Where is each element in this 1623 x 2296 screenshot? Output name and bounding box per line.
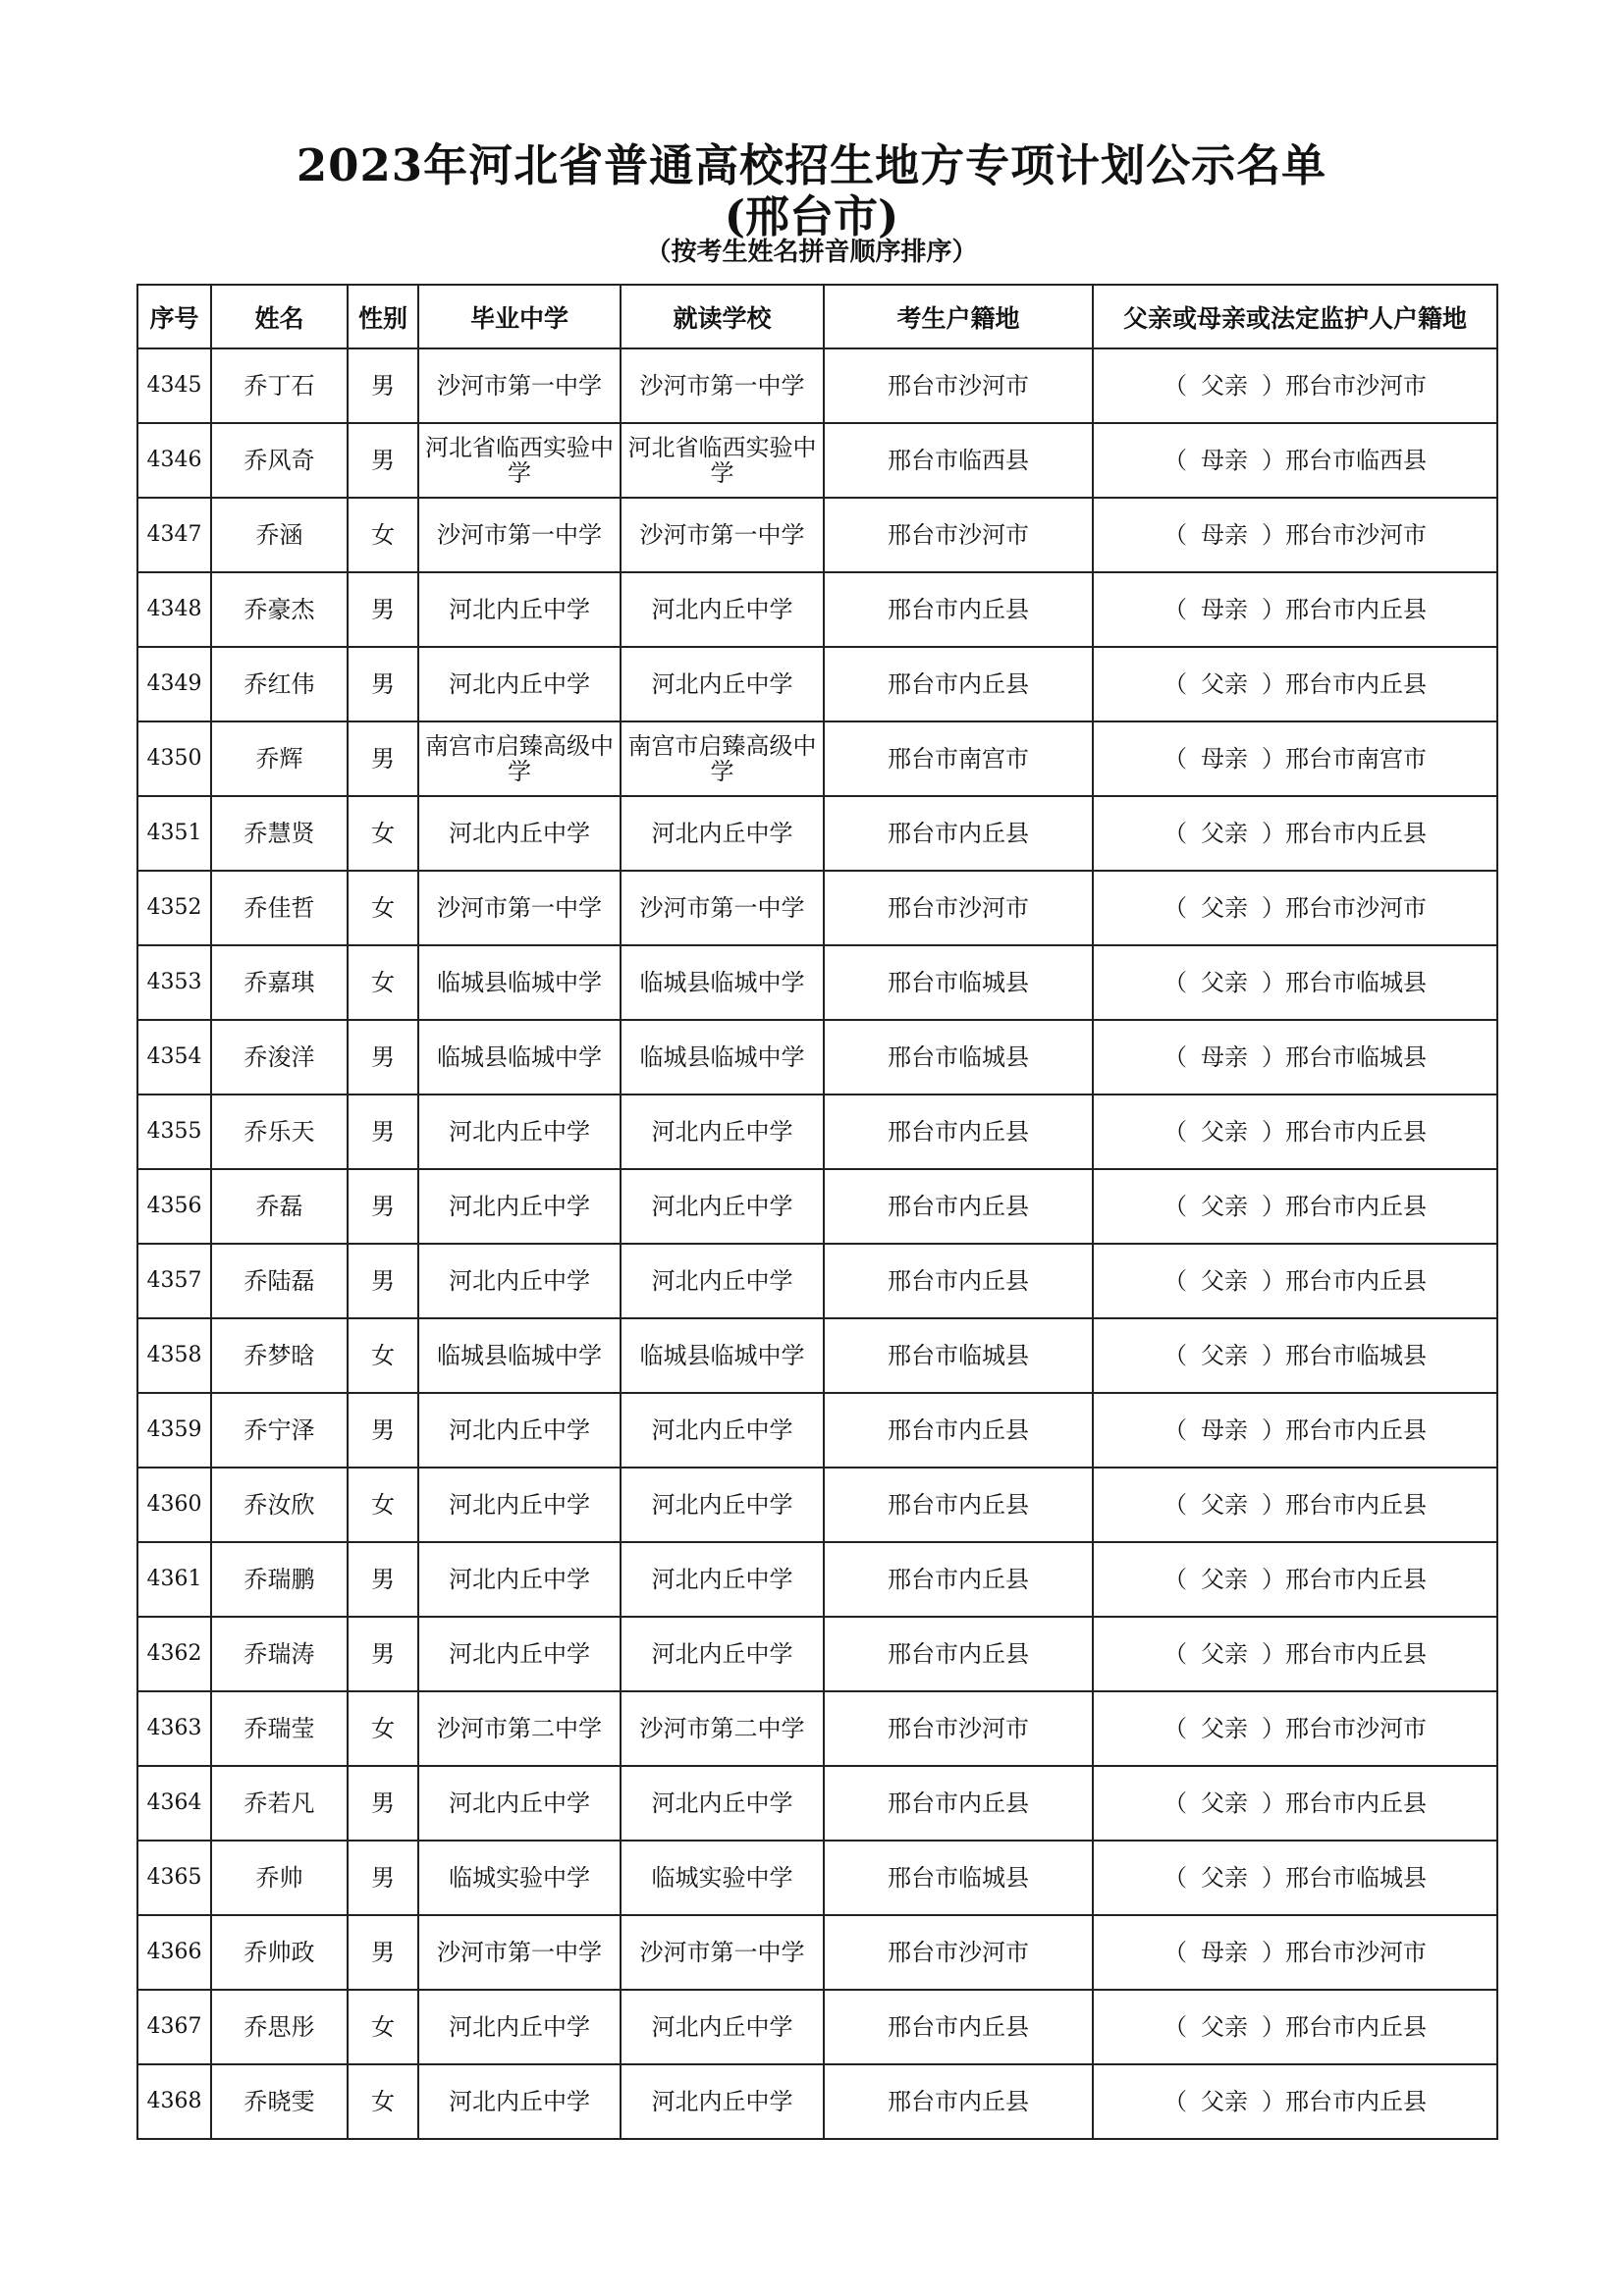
cell-gender: 男 bbox=[348, 423, 418, 498]
cell-parent-place: 邢台市内丘县 bbox=[1285, 1789, 1427, 1817]
cell-seq: 4361 bbox=[137, 1542, 211, 1617]
cell-name: 乔梦晗 bbox=[211, 1318, 348, 1393]
cell-name: 乔帅政 bbox=[211, 1915, 348, 1990]
table-header-row bbox=[137, 285, 1497, 348]
cell-name: 乔乐天 bbox=[211, 1095, 348, 1169]
cell-seq: 4358 bbox=[137, 1318, 211, 1393]
table-row bbox=[137, 1617, 1497, 1691]
cell-gender: 男 bbox=[348, 1169, 418, 1244]
cell-hukou: 邢台市内丘县 bbox=[824, 647, 1093, 721]
cell-parent-place: 邢台市内丘县 bbox=[1285, 1491, 1427, 1519]
cell-relation: 母亲 bbox=[1201, 1939, 1248, 1966]
cell-cur-school: 沙河市第二中学 bbox=[621, 1691, 824, 1766]
cell-gender: 女 bbox=[348, 1468, 418, 1542]
cell-parent-hukou: （ 父亲 ）邢台市沙河市 bbox=[1093, 1691, 1497, 1766]
table-row bbox=[137, 1542, 1497, 1617]
cell-gender: 女 bbox=[348, 945, 418, 1020]
cell-grad-school: 临城县临城中学 bbox=[418, 1318, 621, 1393]
cell-parent-place: 邢台市内丘县 bbox=[1285, 1640, 1427, 1668]
cell-cur-school: 河北省临西实验中学 bbox=[621, 423, 824, 498]
cell-grad-school: 河北内丘中学 bbox=[418, 1990, 621, 2064]
cell-hukou: 邢台市内丘县 bbox=[824, 1095, 1093, 1169]
cell-parent-place: 邢台市沙河市 bbox=[1285, 894, 1427, 922]
cell-name: 乔帅 bbox=[211, 1841, 348, 1915]
cell-grad-school: 河北内丘中学 bbox=[418, 796, 621, 871]
cell-relation: 母亲 bbox=[1201, 745, 1248, 773]
cell-seq: 4345 bbox=[137, 348, 211, 423]
cell-hukou: 邢台市沙河市 bbox=[824, 1915, 1093, 1990]
cell-hukou: 邢台市内丘县 bbox=[824, 1617, 1093, 1691]
cell-seq: 4357 bbox=[137, 1244, 211, 1318]
cell-grad-school: 河北内丘中学 bbox=[418, 1766, 621, 1841]
admission-list-table bbox=[136, 284, 1498, 2140]
cell-cur-school: 河北内丘中学 bbox=[621, 1393, 824, 1468]
table-row bbox=[137, 1468, 1497, 1542]
cell-name: 乔瑞涛 bbox=[211, 1617, 348, 1691]
cell-relation: 父亲 bbox=[1201, 820, 1248, 847]
cell-relation: 父亲 bbox=[1201, 372, 1248, 400]
cell-gender: 女 bbox=[348, 1691, 418, 1766]
table-row bbox=[137, 1691, 1497, 1766]
cell-seq: 4353 bbox=[137, 945, 211, 1020]
cell-grad-school: 河北内丘中学 bbox=[418, 1542, 621, 1617]
cell-seq: 4350 bbox=[137, 721, 211, 796]
cell-cur-school: 河北内丘中学 bbox=[621, 572, 824, 647]
cell-hukou: 邢台市内丘县 bbox=[824, 1169, 1093, 1244]
cell-name: 乔涵 bbox=[211, 498, 348, 572]
table-row bbox=[137, 796, 1497, 871]
col-header-parent-hukou: 父亲或母亲或法定监护人户籍地 bbox=[1093, 285, 1497, 348]
cell-hukou: 邢台市内丘县 bbox=[824, 1542, 1093, 1617]
page-subtitle-city: (邢台市) bbox=[724, 190, 899, 242]
table-row bbox=[137, 572, 1497, 647]
cell-relation: 父亲 bbox=[1201, 1118, 1248, 1146]
cell-cur-school: 河北内丘中学 bbox=[621, 796, 824, 871]
cell-name: 乔嘉琪 bbox=[211, 945, 348, 1020]
cell-hukou: 邢台市内丘县 bbox=[824, 1766, 1093, 1841]
cell-grad-school: 河北内丘中学 bbox=[418, 1393, 621, 1468]
cell-parent-place: 邢台市内丘县 bbox=[1285, 1267, 1427, 1295]
cell-grad-school: 河北内丘中学 bbox=[418, 1169, 621, 1244]
cell-grad-school: 河北内丘中学 bbox=[418, 1468, 621, 1542]
cell-seq: 4347 bbox=[137, 498, 211, 572]
table-row bbox=[137, 1990, 1497, 2064]
cell-parent-hukou: （ 父亲 ）邢台市临城县 bbox=[1093, 1841, 1497, 1915]
table-row bbox=[137, 1244, 1497, 1318]
col-header-name: 姓名 bbox=[211, 285, 348, 348]
cell-parent-hukou: （ 父亲 ）邢台市内丘县 bbox=[1093, 1244, 1497, 1318]
table-row bbox=[137, 1841, 1497, 1915]
cell-relation: 父亲 bbox=[1201, 1640, 1248, 1668]
table-row bbox=[137, 1020, 1497, 1095]
cell-seq: 4356 bbox=[137, 1169, 211, 1244]
cell-gender: 女 bbox=[348, 2064, 418, 2139]
cell-grad-school: 河北内丘中学 bbox=[418, 647, 621, 721]
cell-relation: 父亲 bbox=[1201, 670, 1248, 698]
cell-name: 乔佳哲 bbox=[211, 871, 348, 945]
cell-relation: 父亲 bbox=[1201, 2088, 1248, 2115]
cell-grad-school: 河北内丘中学 bbox=[418, 2064, 621, 2139]
cell-parent-hukou: （ 父亲 ）邢台市内丘县 bbox=[1093, 1617, 1497, 1691]
cell-relation: 父亲 bbox=[1201, 1193, 1248, 1220]
cell-name: 乔晓雯 bbox=[211, 2064, 348, 2139]
cell-gender: 男 bbox=[348, 1766, 418, 1841]
cell-grad-school: 沙河市第一中学 bbox=[418, 348, 621, 423]
cell-cur-school: 河北内丘中学 bbox=[621, 1617, 824, 1691]
cell-parent-place: 邢台市临城县 bbox=[1285, 969, 1427, 996]
col-header-seq: 序号 bbox=[137, 285, 211, 348]
col-header-gender: 性别 bbox=[348, 285, 418, 348]
cell-parent-place: 邢台市内丘县 bbox=[1285, 670, 1427, 698]
cell-parent-place: 邢台市内丘县 bbox=[1285, 1118, 1427, 1146]
table-row bbox=[137, 1766, 1497, 1841]
cell-relation: 父亲 bbox=[1201, 2013, 1248, 2041]
cell-gender: 男 bbox=[348, 721, 418, 796]
cell-gender: 男 bbox=[348, 1244, 418, 1318]
cell-gender: 男 bbox=[348, 1095, 418, 1169]
cell-cur-school: 临城县临城中学 bbox=[621, 1318, 824, 1393]
cell-relation: 父亲 bbox=[1201, 1715, 1248, 1742]
cell-name: 乔若凡 bbox=[211, 1766, 348, 1841]
cell-hukou: 邢台市内丘县 bbox=[824, 1244, 1093, 1318]
cell-hukou: 邢台市临城县 bbox=[824, 1318, 1093, 1393]
cell-grad-school: 河北内丘中学 bbox=[418, 1617, 621, 1691]
cell-hukou: 邢台市沙河市 bbox=[824, 871, 1093, 945]
table-row bbox=[137, 1915, 1497, 1990]
cell-hukou: 邢台市临城县 bbox=[824, 945, 1093, 1020]
col-header-grad-school: 毕业中学 bbox=[418, 285, 621, 348]
cell-cur-school: 临城县临城中学 bbox=[621, 945, 824, 1020]
cell-grad-school: 沙河市第一中学 bbox=[418, 871, 621, 945]
table-row bbox=[137, 1095, 1497, 1169]
cell-relation: 母亲 bbox=[1201, 1416, 1248, 1444]
cell-hukou: 邢台市南宫市 bbox=[824, 721, 1093, 796]
cell-grad-school: 河北内丘中学 bbox=[418, 1244, 621, 1318]
table-row bbox=[137, 348, 1497, 423]
cell-hukou: 邢台市内丘县 bbox=[824, 1393, 1093, 1468]
cell-name: 乔慧贤 bbox=[211, 796, 348, 871]
cell-name: 乔丁石 bbox=[211, 348, 348, 423]
cell-gender: 男 bbox=[348, 348, 418, 423]
cell-name: 乔红伟 bbox=[211, 647, 348, 721]
cell-parent-hukou: （ 母亲 ）邢台市沙河市 bbox=[1093, 1915, 1497, 1990]
cell-parent-hukou: （ 父亲 ）邢台市内丘县 bbox=[1093, 1766, 1497, 1841]
cell-parent-hukou: （ 父亲 ）邢台市内丘县 bbox=[1093, 1095, 1497, 1169]
cell-gender: 男 bbox=[348, 572, 418, 647]
cell-parent-place: 邢台市沙河市 bbox=[1285, 521, 1427, 549]
cell-grad-school: 沙河市第二中学 bbox=[418, 1691, 621, 1766]
cell-relation: 父亲 bbox=[1201, 1864, 1248, 1892]
cell-grad-school: 临城县临城中学 bbox=[418, 1020, 621, 1095]
cell-parent-hukou: （ 父亲 ）邢台市内丘县 bbox=[1093, 1468, 1497, 1542]
cell-hukou: 邢台市临城县 bbox=[824, 1020, 1093, 1095]
cell-parent-place: 邢台市南宫市 bbox=[1285, 745, 1427, 773]
cell-seq: 4364 bbox=[137, 1766, 211, 1841]
cell-grad-school: 临城实验中学 bbox=[418, 1841, 621, 1915]
cell-gender: 男 bbox=[348, 647, 418, 721]
table-row bbox=[137, 945, 1497, 1020]
cell-parent-hukou: （ 母亲 ）邢台市临城县 bbox=[1093, 1020, 1497, 1095]
cell-hukou: 邢台市沙河市 bbox=[824, 348, 1093, 423]
cell-seq: 4355 bbox=[137, 1095, 211, 1169]
cell-gender: 女 bbox=[348, 1318, 418, 1393]
cell-parent-place: 邢台市沙河市 bbox=[1285, 1715, 1427, 1742]
cell-parent-hukou: （ 父亲 ）邢台市内丘县 bbox=[1093, 1169, 1497, 1244]
cell-gender: 男 bbox=[348, 1020, 418, 1095]
cell-seq: 4359 bbox=[137, 1393, 211, 1468]
cell-cur-school: 河北内丘中学 bbox=[621, 2064, 824, 2139]
cell-grad-school: 沙河市第一中学 bbox=[418, 498, 621, 572]
cell-relation: 母亲 bbox=[1201, 447, 1248, 474]
cell-parent-hukou: （ 母亲 ）邢台市南宫市 bbox=[1093, 721, 1497, 796]
cell-parent-hukou: （ 父亲 ）邢台市沙河市 bbox=[1093, 871, 1497, 945]
cell-cur-school: 沙河市第一中学 bbox=[621, 348, 824, 423]
cell-seq: 4368 bbox=[137, 2064, 211, 2139]
cell-grad-school: 临城县临城中学 bbox=[418, 945, 621, 1020]
cell-hukou: 邢台市内丘县 bbox=[824, 1468, 1093, 1542]
cell-gender: 女 bbox=[348, 796, 418, 871]
cell-gender: 男 bbox=[348, 1841, 418, 1915]
cell-hukou: 邢台市内丘县 bbox=[824, 1990, 1093, 2064]
cell-parent-place: 邢台市内丘县 bbox=[1285, 1566, 1427, 1593]
cell-parent-place: 邢台市临西县 bbox=[1285, 447, 1427, 474]
cell-parent-hukou: （ 母亲 ）邢台市沙河市 bbox=[1093, 498, 1497, 572]
sort-note: （按考生姓名拼音顺序排序） bbox=[645, 238, 978, 267]
cell-relation: 父亲 bbox=[1201, 969, 1248, 996]
cell-relation: 母亲 bbox=[1201, 521, 1248, 549]
cell-cur-school: 河北内丘中学 bbox=[621, 1095, 824, 1169]
cell-cur-school: 临城实验中学 bbox=[621, 1841, 824, 1915]
cell-seq: 4352 bbox=[137, 871, 211, 945]
cell-seq: 4354 bbox=[137, 1020, 211, 1095]
cell-seq: 4346 bbox=[137, 423, 211, 498]
cell-relation: 父亲 bbox=[1201, 1491, 1248, 1519]
cell-hukou: 邢台市内丘县 bbox=[824, 2064, 1093, 2139]
cell-parent-place: 邢台市内丘县 bbox=[1285, 596, 1427, 623]
table-row bbox=[137, 721, 1497, 796]
cell-hukou: 邢台市沙河市 bbox=[824, 498, 1093, 572]
cell-parent-place: 邢台市沙河市 bbox=[1285, 1939, 1427, 1966]
cell-seq: 4365 bbox=[137, 1841, 211, 1915]
cell-seq: 4362 bbox=[137, 1617, 211, 1691]
cell-relation: 父亲 bbox=[1201, 894, 1248, 922]
cell-cur-school: 河北内丘中学 bbox=[621, 1990, 824, 2064]
cell-gender: 女 bbox=[348, 498, 418, 572]
cell-seq: 4363 bbox=[137, 1691, 211, 1766]
cell-seq: 4367 bbox=[137, 1990, 211, 2064]
cell-parent-hukou: （ 父亲 ）邢台市沙河市 bbox=[1093, 348, 1497, 423]
cell-parent-hukou: （ 父亲 ）邢台市临城县 bbox=[1093, 1318, 1497, 1393]
table-row bbox=[137, 498, 1497, 572]
table-row bbox=[137, 1393, 1497, 1468]
cell-hukou: 邢台市内丘县 bbox=[824, 572, 1093, 647]
cell-parent-place: 邢台市内丘县 bbox=[1285, 1416, 1427, 1444]
table-row bbox=[137, 423, 1497, 498]
cell-parent-hukou: （ 母亲 ）邢台市临西县 bbox=[1093, 423, 1497, 498]
table-row bbox=[137, 871, 1497, 945]
cell-parent-place: 邢台市内丘县 bbox=[1285, 820, 1427, 847]
cell-cur-school: 南宫市启臻高级中学 bbox=[621, 721, 824, 796]
cell-seq: 4360 bbox=[137, 1468, 211, 1542]
cell-cur-school: 河北内丘中学 bbox=[621, 1766, 824, 1841]
table-row bbox=[137, 2064, 1497, 2139]
cell-parent-place: 邢台市沙河市 bbox=[1285, 372, 1427, 400]
cell-seq: 4366 bbox=[137, 1915, 211, 1990]
cell-relation: 父亲 bbox=[1201, 1267, 1248, 1295]
cell-gender: 男 bbox=[348, 1542, 418, 1617]
cell-grad-school: 沙河市第一中学 bbox=[418, 1915, 621, 1990]
table-row bbox=[137, 1169, 1497, 1244]
cell-name: 乔豪杰 bbox=[211, 572, 348, 647]
cell-cur-school: 沙河市第一中学 bbox=[621, 498, 824, 572]
cell-parent-place: 邢台市临城县 bbox=[1285, 1864, 1427, 1892]
cell-parent-hukou: （ 母亲 ）邢台市内丘县 bbox=[1093, 1393, 1497, 1468]
table-row bbox=[137, 647, 1497, 721]
cell-name: 乔风奇 bbox=[211, 423, 348, 498]
page-title: 2023年河北省普通高校招生地方专项计划公示名单 bbox=[296, 139, 1327, 191]
cell-cur-school: 沙河市第一中学 bbox=[621, 1915, 824, 1990]
cell-gender: 女 bbox=[348, 1990, 418, 2064]
cell-parent-hukou: （ 父亲 ）邢台市临城县 bbox=[1093, 945, 1497, 1020]
cell-name: 乔磊 bbox=[211, 1169, 348, 1244]
cell-relation: 父亲 bbox=[1201, 1342, 1248, 1369]
cell-hukou: 邢台市临城县 bbox=[824, 1841, 1093, 1915]
cell-cur-school: 河北内丘中学 bbox=[621, 1468, 824, 1542]
cell-parent-hukou: （ 父亲 ）邢台市内丘县 bbox=[1093, 796, 1497, 871]
cell-cur-school: 临城县临城中学 bbox=[621, 1020, 824, 1095]
cell-name: 乔浚洋 bbox=[211, 1020, 348, 1095]
cell-relation: 父亲 bbox=[1201, 1789, 1248, 1817]
cell-relation: 父亲 bbox=[1201, 1566, 1248, 1593]
cell-seq: 4348 bbox=[137, 572, 211, 647]
cell-parent-hukou: （ 父亲 ）邢台市内丘县 bbox=[1093, 1990, 1497, 2064]
cell-parent-hukou: （ 母亲 ）邢台市内丘县 bbox=[1093, 572, 1497, 647]
cell-name: 乔思彤 bbox=[211, 1990, 348, 2064]
cell-parent-place: 邢台市内丘县 bbox=[1285, 1193, 1427, 1220]
cell-gender: 男 bbox=[348, 1617, 418, 1691]
cell-parent-place: 邢台市内丘县 bbox=[1285, 2088, 1427, 2115]
cell-parent-place: 邢台市临城县 bbox=[1285, 1043, 1427, 1071]
cell-relation: 母亲 bbox=[1201, 1043, 1248, 1071]
cell-name: 乔辉 bbox=[211, 721, 348, 796]
cell-hukou: 邢台市沙河市 bbox=[824, 1691, 1093, 1766]
cell-name: 乔陆磊 bbox=[211, 1244, 348, 1318]
cell-parent-place: 邢台市临城县 bbox=[1285, 1342, 1427, 1369]
cell-cur-school: 河北内丘中学 bbox=[621, 1542, 824, 1617]
cell-parent-place: 邢台市内丘县 bbox=[1285, 2013, 1427, 2041]
cell-grad-school: 河北内丘中学 bbox=[418, 1095, 621, 1169]
col-header-hukou: 考生户籍地 bbox=[824, 285, 1093, 348]
cell-name: 乔瑞莹 bbox=[211, 1691, 348, 1766]
cell-grad-school: 南宫市启臻高级中学 bbox=[418, 721, 621, 796]
cell-relation: 母亲 bbox=[1201, 596, 1248, 623]
cell-hukou: 邢台市内丘县 bbox=[824, 796, 1093, 871]
cell-grad-school: 河北省临西实验中学 bbox=[418, 423, 621, 498]
cell-parent-hukou: （ 父亲 ）邢台市内丘县 bbox=[1093, 1542, 1497, 1617]
cell-gender: 男 bbox=[348, 1915, 418, 1990]
table-row bbox=[137, 1318, 1497, 1393]
cell-gender: 女 bbox=[348, 871, 418, 945]
cell-hukou: 邢台市临西县 bbox=[824, 423, 1093, 498]
cell-parent-hukou: （ 父亲 ）邢台市内丘县 bbox=[1093, 647, 1497, 721]
cell-name: 乔汝欣 bbox=[211, 1468, 348, 1542]
col-header-cur-school: 就读学校 bbox=[621, 285, 824, 348]
cell-cur-school: 河北内丘中学 bbox=[621, 1244, 824, 1318]
cell-seq: 4349 bbox=[137, 647, 211, 721]
cell-gender: 男 bbox=[348, 1393, 418, 1468]
cell-cur-school: 沙河市第一中学 bbox=[621, 871, 824, 945]
cell-name: 乔瑞鹏 bbox=[211, 1542, 348, 1617]
cell-parent-hukou: （ 父亲 ）邢台市内丘县 bbox=[1093, 2064, 1497, 2139]
cell-seq: 4351 bbox=[137, 796, 211, 871]
cell-cur-school: 河北内丘中学 bbox=[621, 1169, 824, 1244]
cell-name: 乔宁泽 bbox=[211, 1393, 348, 1468]
cell-cur-school: 河北内丘中学 bbox=[621, 647, 824, 721]
cell-grad-school: 河北内丘中学 bbox=[418, 572, 621, 647]
